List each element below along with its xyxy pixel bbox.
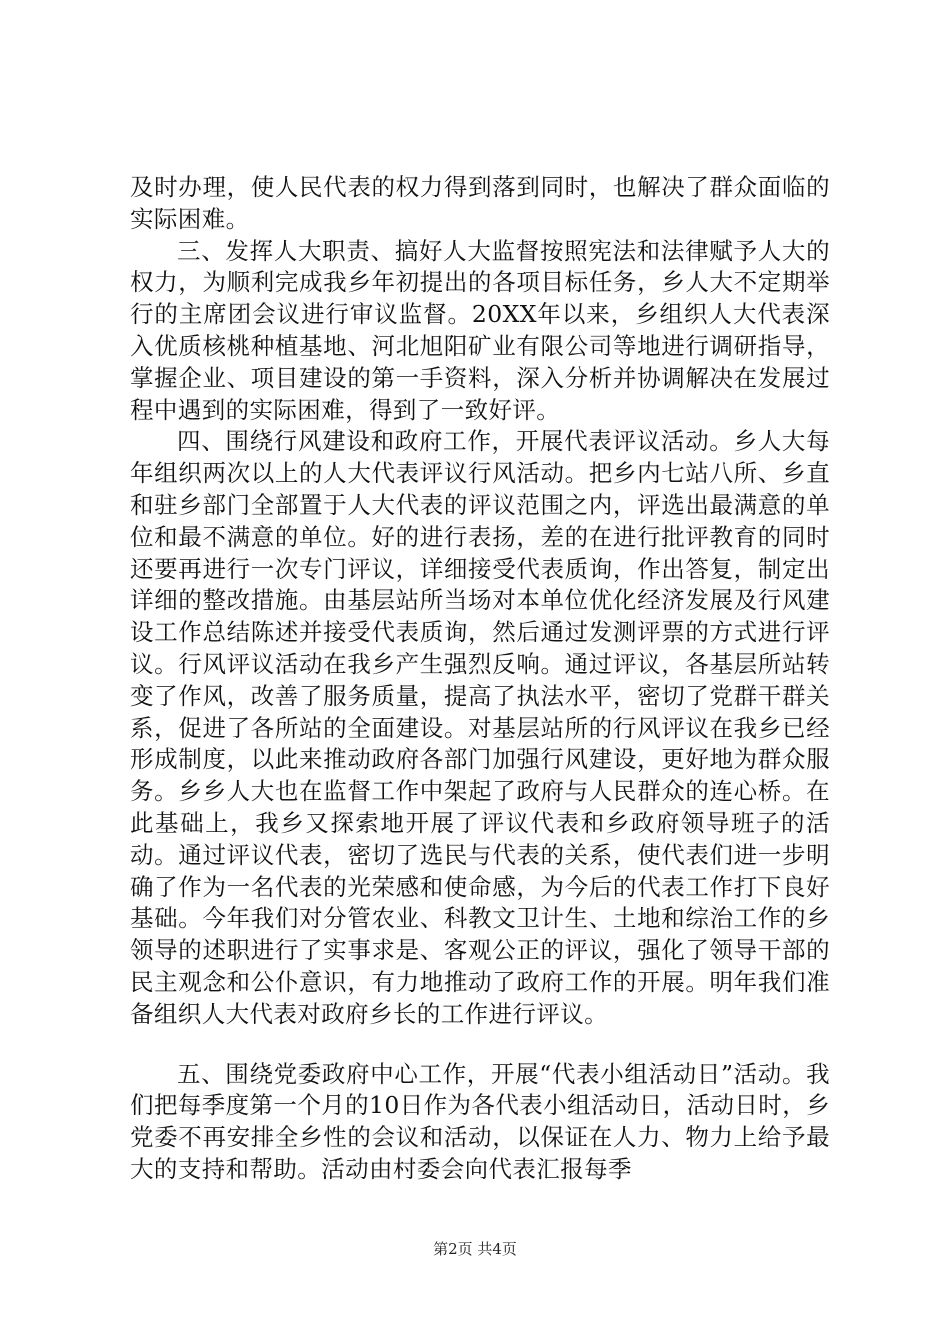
page-footer: 第2页 共4页 [433, 1240, 517, 1258]
paragraph-section-five: 五、围绕党委政府中心工作，开展“代表小组活动日”活动。我们把每季度第一个月的10日作为各代表小组活动日，活动日时，乡党委不再安排全乡性的会议和活动，以保证在人力、物力上给予最大的支持和帮助。活动由村委会向代表汇报每季 [130, 1059, 830, 1183]
paragraph-section-three: 三、发挥人大职责、搞好人大监督按照宪法和法律赋予人大的权力，为顺利完成我乡年初提出的各项目标任务，乡人大不定期举行的主席团会议进行审议监督。20XX年以来，乡组织人大代表深入优质核桃种植基地、河北旭阳矿业有限公司等地进行调研指导，掌握企业、项目建设的第一手资料，深入分析并协调解决在发展过程中遇到的实际困难，得到了一致好评。 [130, 236, 830, 424]
paragraph-continuation: 及时办理，使人民代表的权力得到落到同时，也解决了群众面临的实际困难。 [130, 173, 830, 233]
document-body [130, 172, 830, 1186]
paragraph-section-four: 四、围绕行风建设和政府工作，开展代表评议活动。乡人大每年组织两次以上的人大代表评议行风活动。把乡内七站八所、乡直和驻乡部门全部置于人大代表的评议范围之内，评选出最满意的单位和最不满意的单位。好的进行表扬，差的在进行批评教育的同时还要再进行一次专门评议，详细接受代表质询，作出答复，制定出详细的整改措施。由基层站所当场对本单位优化经济发展及行风建设工作总结陈述并接受代表质询，然后通过发测评票的方式进行评议。行风评议活动在我乡产生强烈反响。通过评议，各基层所站转变了作风，改善了服务质量，提高了执法水平，密切了党群干群关系，促进了各所站的全面建设。对基层站所的行风评议在我乡已经形成制度，以此来推动政府各部门加强行风建设，更好地为群众服务。乡乡人大也在监督工作中架起了政府与人民群众的连心桥。在此基础上，我乡又探索地开展了评议代表和乡政府领导班子的活动。通过评议代表，密切了选民与代表的关系，使代表们进一步明确了作为一名代表的光荣感和使命感，为今后的代表工作打下良好基础。今年我们对分管农业、科教文卫计生、土地和综治工作的乡领导的述职进行了实事求是、客观公正的评议，强化了领导干部的民主观念和公仆意识，有力地推动了政府工作的开展。明年我们准备组织人大代表对政府乡长的工作进行评议。 [130, 427, 830, 1028]
